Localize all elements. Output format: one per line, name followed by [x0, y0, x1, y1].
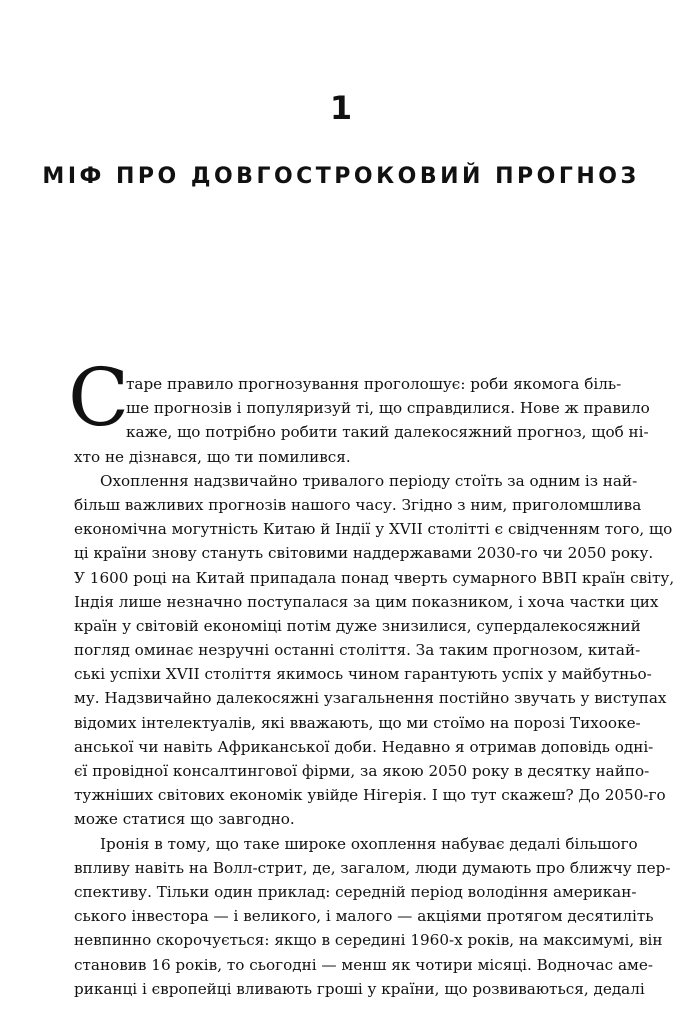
text-line: Охоплення надзвичайно тривалого періоду стоїть за одним із най-: [100, 471, 638, 490]
text-line: анської чи навіть Африканської доби. Недавно я отримав доповідь одні-: [74, 737, 654, 756]
text-line: У 1600 році на Китай припадала понад чверть сумарного ВВП країн світу,: [74, 568, 675, 587]
chapter-title: МІФ ПРО ДОВГОСТРОКОВИЙ ПРОГНОЗ: [42, 164, 640, 189]
text-line: більш важливих прогнозів нашого часу. Згідно з ним, приголомшлива: [74, 495, 642, 514]
text-line: Індія лише незначно поступалася за цим показником, і хоча частки цих: [74, 592, 659, 611]
text-line: єї провідної консалтингової фірми, за якою 2050 року в десятку найпо-: [74, 762, 650, 780]
text-line: погляд оминає незручні останні століття. За таким прогнозом, китай-: [74, 641, 641, 660]
text-line: невпинно скорочується: якщо в середині 1960-х років, на максимумі, він: [74, 931, 663, 950]
text-line: становив 16 років, то сьогодні — менш як чотири місяці. Водночас аме-: [74, 955, 653, 974]
text-line: ського інвестора — і великого, і малого — акціями протягом десятиліть: [74, 907, 654, 926]
text-line: ські успіхи XVII століття якимось чином гарантують успіх у майбутньо-: [74, 665, 652, 684]
text-line: спективу. Тільки один приклад: середній період володіння американ-: [74, 882, 637, 901]
text-line: впливу навіть на Волл-стрит, де, загалом, люди думають про ближчу пер-: [74, 858, 671, 877]
text-line: хто не дізнався, що ти помилився.: [74, 447, 351, 466]
text-line: риканці і європейці вливають гроші у країни, що розвиваються, дедалі: [74, 979, 645, 998]
body-text: [68, 351, 675, 1001]
text-line: каже, що потрібно робити такий далекосяжний прогноз, щоб ні-: [126, 423, 649, 442]
text-line: економічна могутність Китаю й Індії у XVII столітті є свідченням того, що: [74, 520, 673, 539]
text-line: таре правило прогнозування проголошує: роби якомога біль-: [126, 375, 622, 393]
text-line: відомих інтелектуалів, які вважають, що ми стоїмо на порозі Тихооке-: [74, 713, 641, 732]
text-line: країн у світовій економіці потім дуже знизилися, супердалекосяжний: [74, 616, 641, 635]
text-line: може статися що завгодно.: [74, 810, 295, 829]
text-line: ше прогнозів і популяризуй ті, що справдилися. Нове ж правило: [126, 399, 650, 418]
text-line: му. Надзвичайно далекосяжні узагальнення постійно звучать у виступах: [74, 689, 667, 708]
text-line: Іронія в тому, що таке широке охоплення набуває дедалі більшого: [100, 834, 638, 853]
text-line: ці країни знову стануть світовими наддержавами 2030-го чи 2050 року.: [74, 544, 654, 563]
text-line: тужніших світових економік увійде Нігерія. І що тут скажеш? До 2050-го: [74, 786, 666, 805]
chapter-number: 1: [329, 89, 353, 127]
drop-cap: С: [68, 351, 130, 444]
